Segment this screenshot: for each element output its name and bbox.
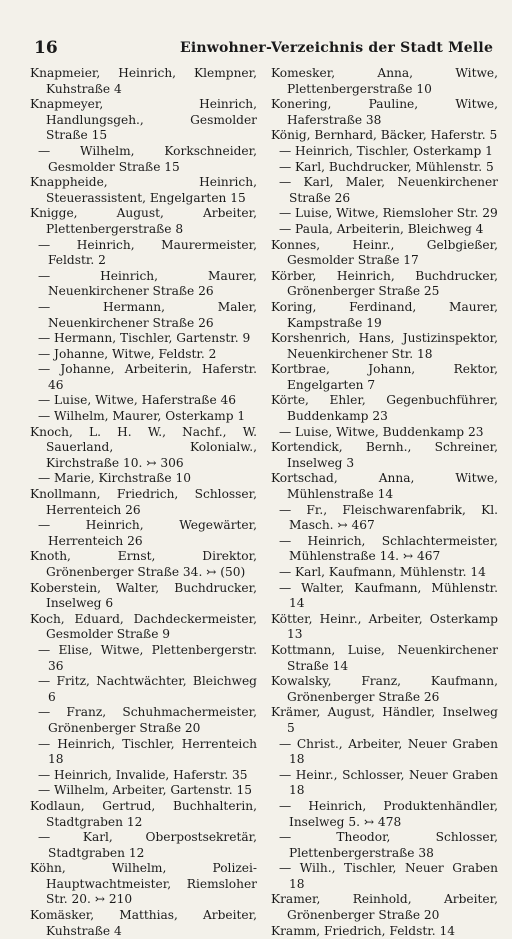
- directory-subentry: — Fr., Fleischwarenfabrik, Kl. Masch. ↣ 467: [279, 502, 498, 533]
- directory-subentry: — Fritz, Nachtwächter, Bleichweg 6: [38, 674, 257, 704]
- directory-columns: [30, 66, 498, 939]
- directory-entry: Knoch, L. H. W., Nachf., W. Sauerland, Kolonialw., Kirchstraße 10. ↣ 306: [30, 424, 257, 470]
- directory-entry: Körte, Ehler, Gegenbuchführer, Buddenkamp 23: [271, 393, 498, 424]
- directory-subentry: — Marie, Kirchstraße 10: [38, 471, 191, 486]
- directory-subentry: — Heinrich, Produktenhändler, Inselweg 5. ↣ 478: [279, 798, 498, 829]
- directory-subentry: — Karl, Maler, Neuenkirchener Straße 26: [279, 175, 498, 205]
- directory-subentry: — Christ., Arbeiter, Neuer Graben 18: [279, 736, 498, 767]
- directory-subentry: — Heinrich, Tischler, Herrenteich 18: [38, 736, 257, 767]
- directory-subentry: — Heinrich, Maurer, Neuenkirchener Straße 26: [38, 268, 257, 299]
- directory-entry: Konnes, Heinr., Gelbgießer, Gesmolder Straße 17: [271, 237, 498, 268]
- right-column: [271, 66, 498, 939]
- directory-entry: Kottmann, Luise, Neuenkirchener Straße 14: [271, 642, 498, 673]
- directory-entry: Knapmeyer, Heinrich, Handlungsgeh., Gesmolder Straße 15: [30, 97, 257, 143]
- directory-subentry: — Johanne, Arbeiterin, Haferstr. 46: [38, 362, 257, 392]
- directory-entry: Knigge, August, Arbeiter, Plettenbergerstraße 8: [30, 206, 257, 236]
- page-number: 16: [34, 38, 58, 58]
- directory-subentry: — Wilh., Tischler, Neuer Graben 18: [279, 861, 498, 891]
- directory-subentry: — Hermann, Maler, Neuenkirchener Straße 26: [38, 299, 257, 330]
- directory-subentry: — Wilhelm, Arbeiter, Gartenstr. 15: [38, 783, 252, 798]
- directory-subentry: — Karl, Buchdrucker, Mühlenstr. 5: [279, 159, 494, 174]
- page-title: Einwohner-Verzeichnis der Stadt Melle: [180, 40, 494, 56]
- directory-subentry: — Johanne, Witwe, Feldstr. 2: [38, 346, 217, 361]
- directory-subentry: — Heinrich, Tischler, Osterkamp 1: [279, 143, 493, 158]
- directory-entry: Komäsker, Matthias, Arbeiter, Kuhstraße 4: [30, 908, 257, 938]
- directory-subentry: — Heinrich, Schlachtermeister, Mühlenstraße 14. ↣ 467: [279, 533, 498, 564]
- directory-subentry: — Heinr., Schlosser, Neuer Graben 18: [279, 767, 498, 798]
- directory-subentry: — Elise, Witwe, Plettenbergerstr. 36: [38, 642, 257, 673]
- directory-entry: Kramer, Reinhold, Arbeiter, Grönenberger Straße 20: [271, 892, 498, 923]
- directory-entry: Korshenrich, Hans, Justizinspektor, Neuenkirchener Str. 18: [271, 331, 498, 361]
- directory-subentry: — Karl, Kaufmann, Mühlenstr. 14: [279, 565, 486, 579]
- directory-entry: König, Bernhard, Bäcker, Haferstr. 5: [271, 128, 498, 143]
- directory-subentry: — Karl, Oberpostsekretär, Stadtgraben 12: [38, 830, 257, 860]
- directory-entry: Kortbrae, Johann, Rektor, Engelgarten 7: [271, 362, 498, 392]
- directory-subentry: — Wilhelm, Korkschneider, Gesmolder Straße 15: [38, 143, 257, 174]
- directory-entry: Kramm, Friedrich, Feldstr. 14: [271, 923, 455, 938]
- directory-subentry: — Heinrich, Maurermeister, Feldstr. 2: [38, 237, 257, 268]
- directory-entry: Kortendick, Bernh., Schreiner, Inselweg 3: [271, 440, 498, 470]
- directory-entry: Kowalsky, Franz, Kaufmann, Grönenberger Straße 26: [271, 674, 498, 704]
- directory-entry: Knoth, Ernst, Direktor, Grönenberger Straße 34. ↣ (50): [30, 549, 257, 579]
- directory-entry: Krämer, August, Händler, Inselweg 5: [271, 705, 498, 735]
- directory-subentry: — Luise, Witwe, Riemsloher Str. 29: [279, 206, 498, 221]
- directory-subentry: — Walter, Kaufmann, Mühlenstr. 14: [279, 580, 498, 611]
- directory-entry: Köhn, Wilhelm, Polizei-Hauptwachtmeister, Riemsloher Str. 20. ↣ 210: [30, 861, 257, 907]
- directory-entry: Koring, Ferdinand, Maurer, Kampstraße 19: [271, 299, 498, 330]
- directory-subentry: — Franz, Schuhmachermeister, Grönenberger Straße 20: [38, 705, 257, 735]
- directory-subentry: — Heinrich, Invalide, Haferstr. 35: [38, 767, 248, 782]
- directory-entry: Knapmeier, Heinrich, Klempner, Kuhstraße 4: [30, 66, 257, 96]
- directory-entry: Knappheide, Heinrich, Steuerassistent, Engelgarten 15: [30, 175, 257, 205]
- left-column: [30, 66, 257, 939]
- directory-entry: Kodlaun, Gertrud, Buchhalterin, Stadtgraben 12: [30, 798, 257, 829]
- directory-subentry: — Hermann, Tischler, Gartenstr. 9: [38, 331, 251, 346]
- directory-subentry: — Heinrich, Wegewärter, Herrenteich 26: [38, 518, 257, 548]
- directory-subentry: — Luise, Witwe, Buddenkamp 23: [279, 424, 484, 439]
- directory-entry: Koch, Eduard, Dachdeckermeister, Gesmolder Straße 9: [30, 611, 257, 642]
- directory-entry: Kötter, Heinr., Arbeiter, Osterkamp 13: [271, 611, 498, 642]
- directory-entry: Kortschad, Anna, Witwe, Mühlenstraße 14: [271, 471, 498, 502]
- directory-entry: Konering, Pauline, Witwe, Haferstraße 38: [271, 97, 498, 127]
- directory-subentry: — Luise, Witwe, Haferstraße 46: [38, 393, 237, 408]
- directory-entry: Koberstein, Walter, Buchdrucker, Inselweg 6: [30, 580, 257, 611]
- directory-entry: Knollmann, Friedrich, Schlosser, Herrenteich 26: [30, 487, 257, 517]
- directory-entry: Körber, Heinrich, Buchdrucker, Grönenberger Straße 25: [271, 268, 498, 299]
- directory-subentry: — Paula, Arbeiterin, Bleichweg 4: [279, 221, 484, 236]
- directory-subentry: — Wilhelm, Maurer, Osterkamp 1: [38, 409, 246, 424]
- page-header: [30, 36, 498, 62]
- directory-entry: Komesker, Anna, Witwe, Plettenbergerstraße 10: [271, 66, 498, 96]
- directory-subentry: — Theodor, Schlosser, Plettenbergerstraße 38: [279, 830, 498, 860]
